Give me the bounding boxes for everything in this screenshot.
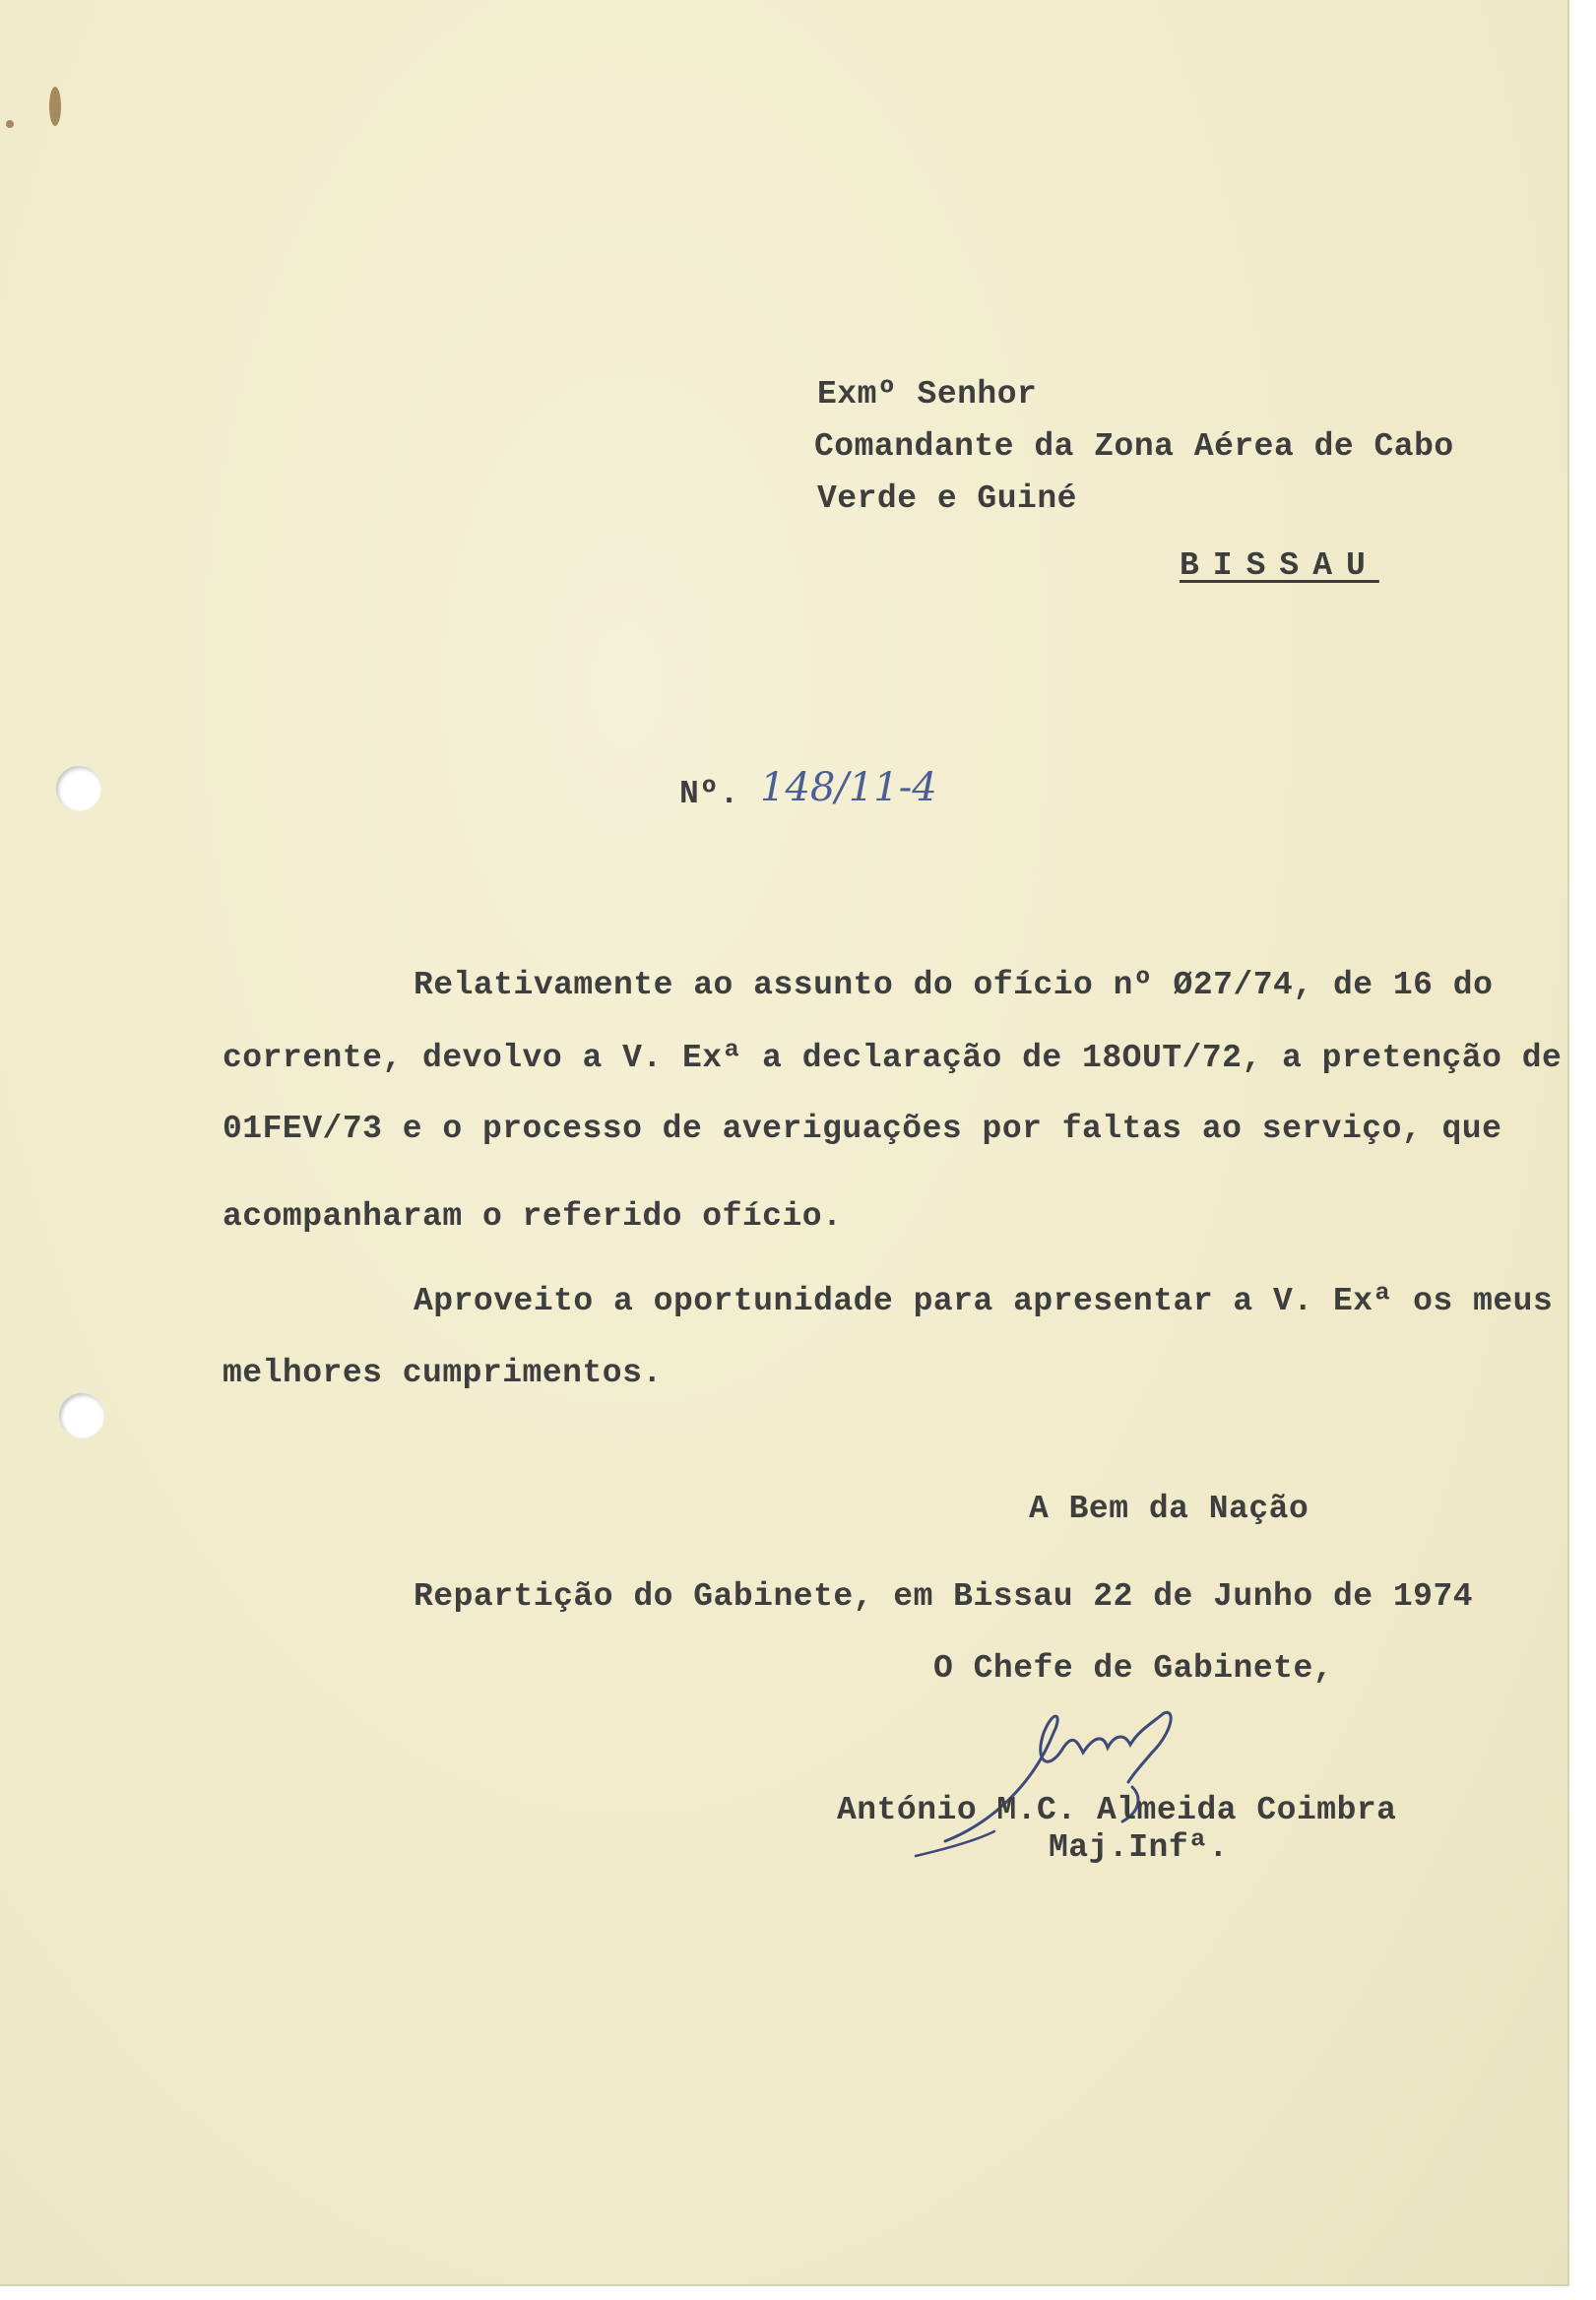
addressee-line-2: Comandante da Zona Aérea de Cabo bbox=[814, 428, 1454, 465]
addressee-city: BISSAU bbox=[1180, 547, 1379, 584]
punch-hole-top bbox=[56, 766, 101, 811]
body-paragraph-1-line-1: Relativamente ao assunto do ofício nº Ø27/74, de 16 do bbox=[414, 967, 1494, 1003]
rust-stain bbox=[49, 87, 61, 126]
punch-hole-bottom bbox=[59, 1393, 104, 1438]
rust-stain-small bbox=[6, 120, 14, 128]
signatory-name: António M.C. Almeida Coimbra bbox=[837, 1792, 1397, 1828]
signatory-rank: Maj.Infª. bbox=[1049, 1829, 1229, 1866]
body-paragraph-2-line-2: melhores cumprimentos. bbox=[223, 1355, 663, 1391]
body-paragraph-1-line-2: corrente, devolvo a V. Exª a declaração de 18OUT/72, a pretenção de bbox=[223, 1040, 1563, 1076]
closing-salutation: A Bem da Nação bbox=[1029, 1491, 1309, 1527]
addressee-line-3: Verde e Guiné bbox=[817, 480, 1077, 517]
addressee-line-1: Exmº Senhor bbox=[817, 376, 1038, 413]
signatory-role: O Chefe de Gabinete, bbox=[933, 1650, 1334, 1687]
body-paragraph-1-line-3: 01FEV/73 e o processo de averiguações por faltas ao serviço, que bbox=[223, 1111, 1502, 1147]
place-and-date: Repartição do Gabinete, em Bissau 22 de Junho de 1974 bbox=[414, 1578, 1474, 1615]
reference-number-handwritten: 148/11-4 bbox=[760, 765, 937, 810]
reference-label: Nº. bbox=[679, 776, 739, 812]
body-paragraph-1-line-4: acompanharam o referido ofício. bbox=[223, 1198, 843, 1235]
body-paragraph-2-line-1: Aproveito a oportunidade para apresentar a V. Exª os meus bbox=[414, 1283, 1554, 1319]
